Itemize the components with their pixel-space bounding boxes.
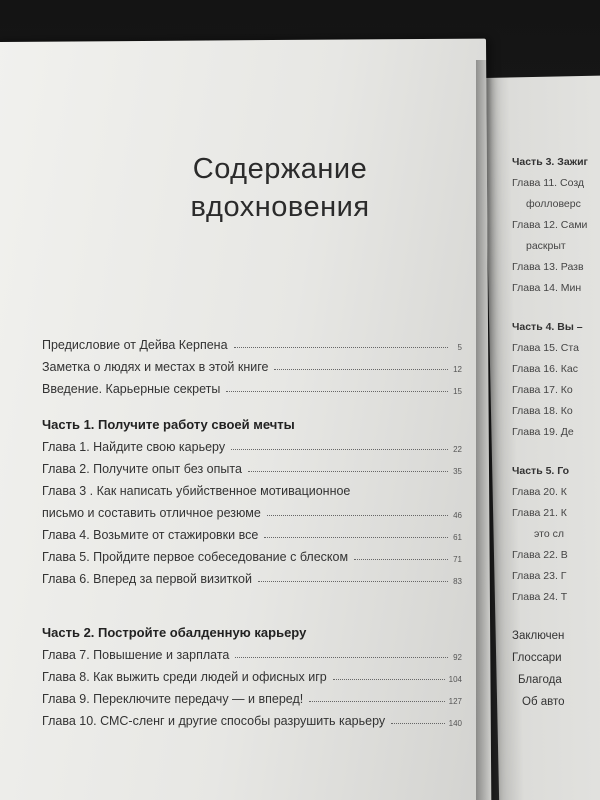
toc-part-2 — [42, 618, 462, 728]
toc-row: Глава 5. Пройдите первое собеседование с блеском 71 — [42, 550, 462, 564]
toc-row: Глава 2. Получите опыт без опыта 35 — [42, 462, 462, 476]
title-line-2: вдохновения — [190, 191, 370, 223]
toc-row: Глава 1. Найдите свою карьеру 22 — [42, 440, 462, 454]
part-heading: Часть 2. Постройте обалденную карьеру — [42, 625, 307, 640]
book-gutter — [476, 60, 492, 800]
toc-row: Глава 10. СМС-сленг и другие способы разрушить карьеру 140 — [42, 714, 462, 728]
toc-row: Глава 7. Повышение и зарплата 92 — [42, 648, 462, 662]
toc-row: Введение. Карьерные секреты 15 — [42, 382, 462, 396]
part-heading: Часть 1. Получите работу своей мечты — [42, 417, 295, 432]
page-title — [130, 150, 430, 226]
toc-row: Глава 8. Как выжить среди людей и офисных игр 104 — [42, 670, 462, 684]
toc-row-continued: письмо и составить отличное резюме 46 — [42, 506, 462, 520]
toc-row: Заметка о людях и местах в этой книге 12 — [42, 360, 462, 374]
right-page-toc: Часть 3. Зажиг Глава 11. Созд фолловерс Глава 12. Сами раскрыт Глава 13. Разв Глава 14. Мин Часть 4. Вы – Глава 15. Ста Глава 16. Кас Глава 17. Ко Глава 18. Ко Глава 19. Де Часть 5. Го Глава 20. К Глава 21. К это сл Глава 22. В Глава 23. Г Глава 24. Т Заключен Глоссари Благода Об авто — [512, 156, 588, 708]
toc-row: Глава 4. Возьмите от стажировки все 61 — [42, 528, 462, 542]
toc-front-matter — [42, 330, 462, 396]
toc-row: Глава 9. Переключите передачу — и вперед! 127 — [42, 692, 462, 706]
title-line-1: Содержание — [192, 153, 368, 185]
toc-row: Глава 3 . Как написать убийственное мотивационное — [42, 484, 351, 498]
toc-part-1 — [42, 410, 462, 586]
toc-row: Глава 6. Вперед за первой визиткой 83 — [42, 572, 462, 586]
toc-row: Предисловие от Дейва Керпена 5 — [42, 338, 462, 352]
